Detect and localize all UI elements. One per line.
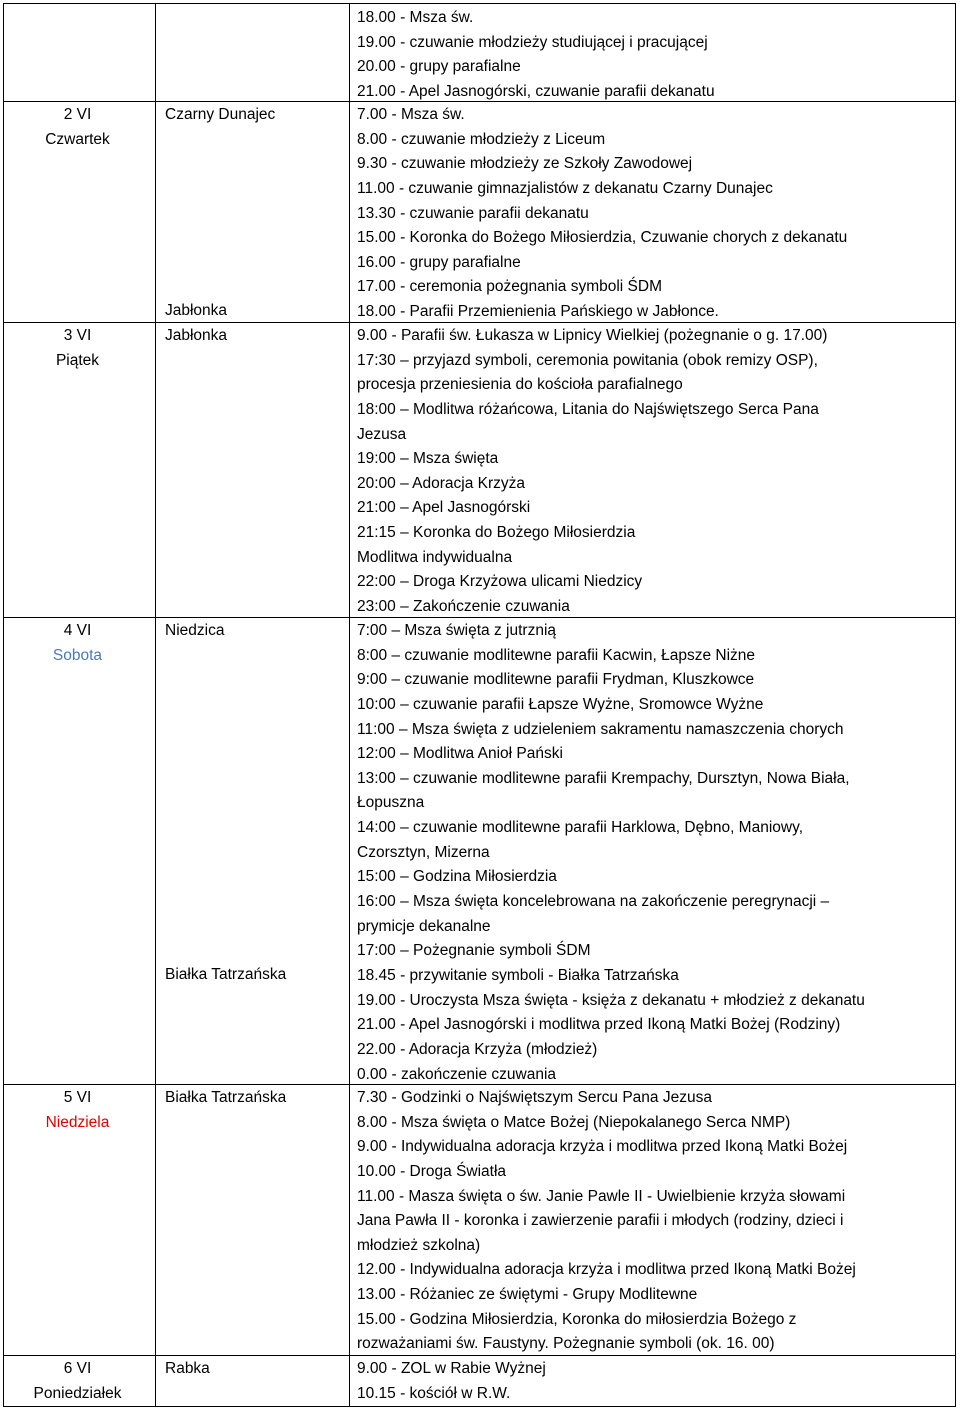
event-line: 10.15 - kościół w R.W.: [357, 1384, 511, 1402]
events-cell: [357, 619, 957, 1087]
event-line: 9.00 - Parafii św. Łukasza w Lipnicy Wielkiej (pożegnanie o g. 17.00): [357, 327, 828, 344]
day-weekday: Niedziela: [45, 1113, 110, 1131]
place-cell: Czarny Dunajec: [165, 106, 276, 123]
event-line: 8:00 – czuwanie modlitewne parafii Kacwin, Łapsze Niżne: [357, 646, 756, 664]
event-line: 16.00 - grupy parafialne: [357, 253, 521, 271]
day-date: 4 VI: [63, 622, 92, 639]
event-line: 21.00 - Apel Jasnogórski i modlitwa przed Ikoną Matki Bożej (Rodziny): [357, 1016, 841, 1034]
day-cell: [3, 103, 152, 152]
event-line: 19:00 – Msza święta: [357, 450, 499, 468]
event-line: 15.00 - Godzina Miłosierdzia, Koronka do miłosierdzia Bożego z: [357, 1310, 797, 1328]
event-line: 8.00 - czuwanie młodzieży z Liceum: [357, 130, 606, 148]
event-line: 19.00 - Uroczysta Msza święta - księża z dekanatu + młodzież z dekanatu: [357, 991, 865, 1009]
day-date: 6 VI: [63, 1360, 92, 1377]
event-line: 10:00 – czuwanie parafii Łapsze Wyżne, Sromowce Wyżne: [357, 695, 764, 713]
event-line: Łopuszna: [357, 794, 425, 812]
event-line: 18.00 - Parafii Przemienienia Pańskiego w Jabłonce.: [357, 303, 719, 321]
event-line: 12.00 - Indywidualna adoracja krzyża i modlitwa przed Ikoną Matki Bożej: [357, 1261, 856, 1279]
event-line: 16:00 – Msza święta koncelebrowana na zakończenie peregrynacji –: [357, 893, 830, 911]
event-line: 19.00 - czuwanie młodzieży studiującej i pracującej: [357, 33, 708, 51]
column-divider-2: [349, 3, 350, 1407]
event-line: 18.45 - przywitanie symboli - Białka Tatrzańska: [357, 966, 679, 984]
table-border-left: [3, 3, 4, 1407]
day-weekday: Czwartek: [45, 130, 110, 148]
event-line: 9.00 - Indywidualna adoracja krzyża i modlitwa przed Ikoną Matki Bożej: [357, 1138, 848, 1156]
event-line: 17:00 – Pożegnanie symboli ŚDM: [357, 942, 591, 960]
event-line: 21.00 - Apel Jasnogórski, czuwanie parafii dekanatu: [357, 82, 715, 100]
event-line: 11:00 – Msza święta z udzieleniem sakramentu namaszczenia chorych: [357, 720, 844, 738]
event-line: 22:00 – Droga Krzyżowa ulicami Niedzicy: [357, 573, 643, 591]
event-line: 7.30 - Godzinki o Najświętszym Sercu Pana Jezusa: [357, 1089, 712, 1106]
event-line: młodzież szkolna): [357, 1236, 481, 1254]
events-cell: [357, 6, 957, 105]
day-weekday: Sobota: [52, 646, 103, 664]
day-weekday: Poniedziałek: [33, 1384, 122, 1402]
event-line: procesja przeniesienia do kościoła parafialnego: [357, 376, 683, 394]
event-line: 21:15 – Koronka do Bożego Miłosierdzia: [357, 524, 636, 542]
day-date: 2 VI: [63, 106, 92, 123]
event-line: 17:30 – przyjazd symboli, ceremonia powitania (obok remizy OSP),: [357, 351, 818, 369]
day-date: 3 VI: [63, 327, 92, 344]
table-border-top: [3, 3, 955, 4]
day-cell: [3, 1086, 152, 1135]
event-line: 15:00 – Godzina Miłosierdzia: [357, 868, 557, 886]
place-cell: Niedzica: [165, 622, 225, 639]
event-line: prymicje dekanalne: [357, 917, 491, 935]
place-cell: Jabłonka: [165, 327, 228, 344]
place-cell: Białka Tatrzańska: [165, 1089, 287, 1106]
day-weekday: Piątek: [55, 351, 100, 369]
event-line: 21:00 – Apel Jasnogórski: [357, 499, 531, 517]
event-line: 20.00 - grupy parafialne: [357, 58, 521, 76]
event-line: 9.30 - czuwanie młodzieży ze Szkoły Zawodowej: [357, 155, 693, 173]
day-cell: [3, 619, 152, 668]
events-cell: [357, 103, 957, 325]
day-cell: [3, 324, 152, 373]
event-line: 14:00 – czuwanie modlitewne parafii Harklowa, Dębno, Maniowy,: [357, 819, 803, 837]
event-line: 0.00 - zakończenie czuwania: [357, 1065, 557, 1083]
events-cell: [357, 1086, 957, 1357]
event-line: 7:00 – Msza święta z jutrznią: [357, 622, 557, 639]
day-cell: [3, 1357, 152, 1406]
event-line: 7.00 - Msza św.: [357, 106, 465, 123]
event-line: 12:00 – Modlitwa Anioł Pański: [357, 745, 563, 763]
place-cell: Rabka: [165, 1360, 210, 1377]
column-divider-1: [155, 3, 156, 1407]
event-line: 18.00 - Msza św.: [357, 9, 474, 26]
events-cell: [357, 1357, 957, 1406]
event-line: 13:00 – czuwanie modlitewne parafii Krempachy, Dursztyn, Nowa Biała,: [357, 769, 850, 787]
event-line: 9.00 - ZOL w Rabie Wyżnej: [357, 1360, 546, 1377]
event-line: 10.00 - Droga Światła: [357, 1162, 507, 1180]
event-line: 17.00 - ceremonia pożegnania symboli ŚDM: [357, 278, 662, 296]
event-line: 18:00 – Modlitwa różańcowa, Litania do Najświętszego Serca Pana: [357, 400, 819, 418]
events-cell: [357, 324, 957, 620]
event-line: Modlitwa indywidualna: [357, 548, 513, 566]
event-line: rozważaniami św. Faustyny. Pożegnanie symboli (ok. 16. 00): [357, 1335, 775, 1353]
place-cell: Jabłonka: [165, 302, 228, 319]
event-line: 20:00 – Adoracja Krzyża: [357, 474, 526, 492]
event-line: 8.00 - Msza święta o Matce Bożej (Niepokalanego Serca NMP): [357, 1113, 791, 1131]
day-date: 5 VI: [63, 1089, 92, 1106]
event-line: Jezusa: [357, 425, 407, 443]
event-line: 11.00 - Masza święta o św. Janie Pawle II - Uwielbienie krzyża słowami: [357, 1187, 846, 1205]
event-line: 15.00 - Koronka do Bożego Miłosierdzia, Czuwanie chorych z dekanatu: [357, 229, 848, 247]
place-cell: Białka Tatrzańska: [165, 966, 287, 983]
event-line: Jana Pawła II - koronka i zawierzenie parafii i młodych (rodziny, dzieci i: [357, 1212, 844, 1230]
event-line: Czorsztyn, Mizerna: [357, 843, 490, 861]
event-line: 13.00 - Różaniec ze świętymi - Grupy Modlitewne: [357, 1286, 698, 1304]
event-line: 23:00 – Zakończenie czuwania: [357, 598, 570, 616]
event-line: 22.00 - Adoracja Krzyża (młodzież): [357, 1040, 598, 1058]
event-line: 9:00 – czuwanie modlitewne parafii Frydman, Kluszkowce: [357, 671, 755, 689]
event-line: 11.00 - czuwanie gimnazjalistów z dekanatu Czarny Dunajec: [357, 179, 773, 197]
event-line: 13.30 - czuwanie parafii dekanatu: [357, 204, 589, 222]
